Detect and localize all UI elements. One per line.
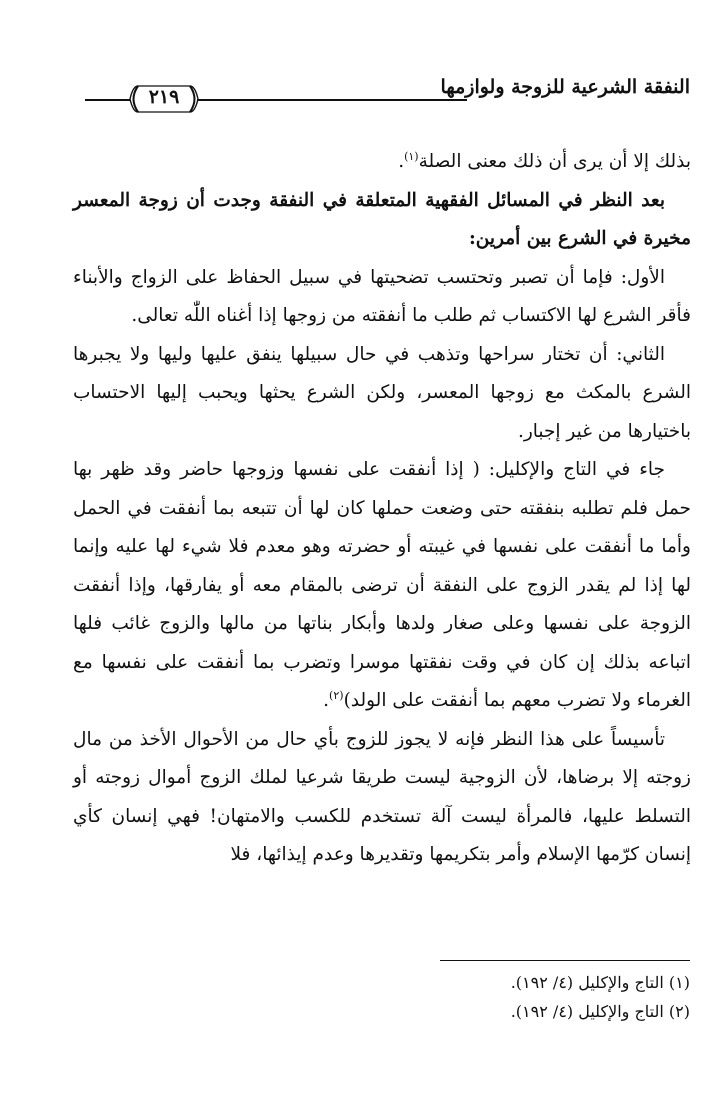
paragraph-5 — [73, 451, 691, 721]
header-rule-left — [85, 99, 130, 101]
paragraph-6: تأسيساً على هذا النظر فإنه لا يجوز للزوج بأي حال من الأحوال الأخذ من مال زوجته إلا برضاها، لأن الزوجية ليست طريقا شرعيا لملك الزوج أموال زوجته أو التسلط عليها، فالمرأة ليست آلة تستخدم للكسب والامتهان! فهي إنسان كأي إنسان كرّمها الإسلام وأمر بتكريمها وتقديرها وعدم إيذائها، فلا — [73, 728, 691, 865]
paragraph-5-text: جاء في التاج والإكليل: ( إذا أنفقت على نفسها وزوجها حاضر وقد ظهر بها حمل فلم تطلبه بنفقته حتى وضعت حملها كان لها أن تتبعه بما أنفقت في الحمل وأما ما أنفقت على نفسها في غيبته أو حضرته وهو معدم فلا شيء لها عليه وإنما لها إذا لم يقدر الزوج على النفقة أن ترضى بالمقام معه أو يفارقها، وإذا أنفقت الزوجة على نفسها وعلى صغار ولدها وأبكار بناتها من مالها والزوج غائب فلها اتباعه بذلك إن كان في وقت نفقتها موسرا وتضرب بما أنفقت على نفسها مع الغرماء ولا تضرب معهم بما أنفقت على الولد) — [73, 459, 691, 711]
header-rule-right — [197, 99, 467, 101]
paragraph-5-end: . — [323, 690, 330, 711]
paragraph-1-end: . — [398, 151, 405, 172]
footnote-2: (٢) التاج والإكليل (٤/ ١٩٢). — [510, 1002, 690, 1021]
paragraph-4: الثاني: أن تختار سراحها وتذهب في حال سبيلها ينفق عليها وليها ولا يجبرها الشرع بالمكث مع زوجها المعسر، ولكن الشرع يحثها ويحبب إليها الاحتساب باختيارها من غير إجبار. — [73, 343, 691, 442]
page-number: ٢١٩ — [148, 86, 180, 108]
body-text — [73, 143, 691, 875]
footnotes — [90, 968, 690, 1026]
paragraph-2: بعد النظر في المسائل الفقهية المتعلقة في النفقة وجدت أن زوجة المعسر مخيرة في الشرع بين أمرين: — [73, 189, 691, 249]
paragraph-3: الأول: فإما أن تصبر وتحتسب تضحيتها في سبيل الحفاظ على الزواج والأبناء فأقر الشرع لها الاكتساب ثم طلب ما أنفقته من زوجها إذا أغناه اللّٰه تعالى. — [73, 266, 691, 326]
paragraph-1 — [73, 143, 691, 182]
footnote-ref-1: (١) — [404, 150, 419, 163]
footnote-ref-2: (٢) — [329, 689, 344, 702]
footnote-1: (١) التاج والإكليل (٤/ ١٩٢). — [510, 973, 690, 992]
running-title: النفقة الشرعية للزوجة ولوازمها — [440, 76, 690, 98]
page-header — [85, 70, 690, 120]
page-number-frame — [128, 82, 200, 116]
paragraph-1-text: بذلك إلا أن يرى أن ذلك معنى الصلة — [418, 151, 691, 172]
footnote-rule — [440, 960, 690, 961]
